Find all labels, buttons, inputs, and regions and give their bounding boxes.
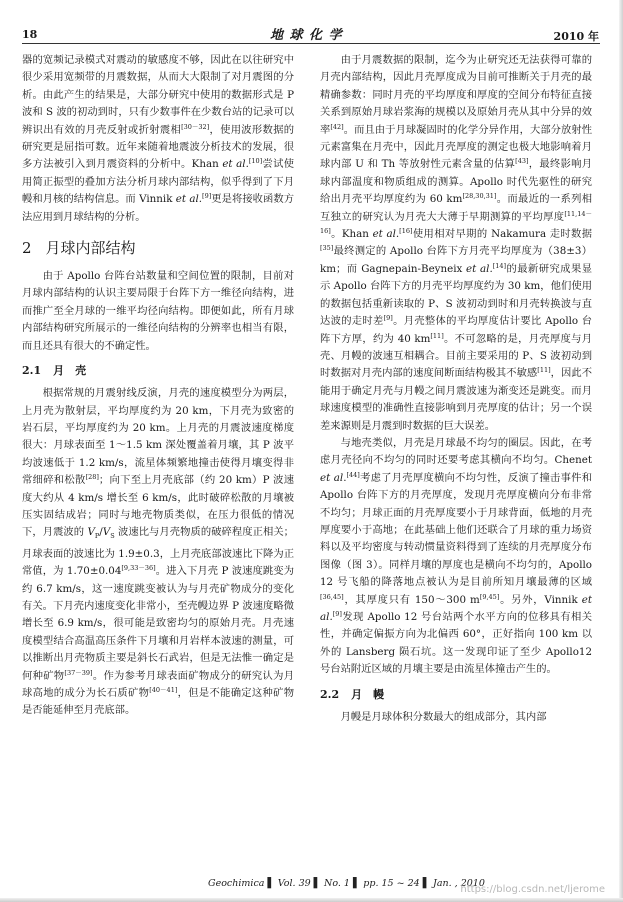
citation: [14] (492, 261, 507, 270)
citation: [9] (383, 314, 393, 323)
citation: [28,30,31] (462, 192, 497, 201)
citation: [30－32] (181, 122, 210, 131)
watermark-url: https://blog.csdn.net/ljerome (460, 884, 605, 895)
citation: [42] (330, 122, 344, 131)
citation: [9] (332, 610, 342, 618)
header-year: 2010 年 (553, 30, 599, 43)
section-heading: 2 月球内部结构 (22, 239, 136, 258)
citation: [40－41] (149, 686, 178, 695)
paragraph: 器的宽频记录模式对震动的敏感度不够，因此在以往研究中很少采用宽频带的月震数据，从而大大限制了对月震图的分析。由此产生的结果是，大部分研究中使用的数据形式是 P 波和 S 波的初动到时，只有少数事件在少数台站的记录可以辨识出有效的月壳反射或折射震相[30－32]，使用波形数据的研究更是屈指可数。近年来随着地震波分析技术的发展，很多方法被引入到月震资料的分析中。Khan et al.[10]尝试使用简正振型的叠加方法分析月球内部结构，似乎得到了下月幔和月核的结构信息。而 Vinnik et al.[9]更是将接收函数方法应用到月球结构的分析。 (22, 54, 295, 223)
page-shadow-bottom (0, 898, 623, 902)
paragraph: 由于月震数据的限制，迄今为止研究还无法获得可靠的月壳内部结构，因此月壳厚度成为目前可推断关于月壳的最精确参数：同时月壳的平均厚度和厚度的空间分布特征直接关系到原始月球岩浆海的规模以及原始月壳从其中分异的效率[42]。而且由于月球凝固时的化学分异作用，大部分放射性元素富集在月壳中，因此月壳厚度的测定也极大地影响着月球内部 U 和 Th 等放射性元素含量的估算[43]，最终影响月球内部温度和物质组成的测算。Apollo 时代先驱性的研究给出月壳平均厚度约为 60 km[28,30,31]。而最近的一系列相互独立的研究认为月壳大大薄于早期测算的平均厚度[11,14－16]。Khan et al.[16]使用相对早期的 Nakamura 走时数据[35]最终测定的 Apollo 台阵下方月壳平均厚度为（38±3）km；而 Gagnepain-Beyneix et al.[14]的最新研究成果显示 Apollo 台阵下方的月壳平均厚度约为 30 km，他们使用的数据包括重新读取的 P、S 波初动到时和月壳转换波与直达波的走时差[9]。月壳整体的平均厚度估计要比 Apollo 台阵下方厚，约为 40 km[11]。不可忽略的是，月壳厚度与月壳、月幔的波速互相耦合。目前主要采用的 P、S 波初动到时数据对月壳内部的速度间断面结构极其不敏感[11]，因此不能用于确定月壳与月幔之间月震波速为渐变还是跳变。而月球速度模型的准确性直接影响到月壳厚度的估计；另一个误差来源则是月震到时数据的巨大误差。 (320, 54, 593, 432)
subsection-heading: 2.2 月 幔 (320, 687, 385, 701)
paragraph: 根据常规的月震射线反演，月壳的速度模型分为两层，上月壳为散射层，平均厚度约为 20 km，下月壳为致密的岩石层，平均厚度约为 20 km。上月壳的月震波速度梯度很大：月球表面至 1～1.5 km 深处覆盖着月壤，其 P 波平均波速低于 1.2 km/s，流星体频繁地撞击使得月壤变得非常细碎和松散[28]；向下至上月壳底部（约 20 km）P 波速度大约从 4 km/s 增长至 6 km/s，此时破碎松散的月壤被压实固结成岩；同时与地壳物质类似，在压力很低的情况下，月震波的 $V_P/V_S$ 波速比与月壳物质的破碎程度正相关；月球表面的波速比为 1.9±0.3，上月壳底部波速比下降为正常值，为 1.70±0.04[9,33－36]。进入下月壳 P 波速度跳变为约 6.7 km/s，这一速度跳变被认为与月壳矿物成分的变化有关。下月壳内速度变化非常小，至壳幔边界 P 波速度略微增长至 6.9 km/s，很可能是致密均匀的原始月壳。月壳速度模型结合高温高压条件下月壤和月岩样本波速的测量，可以推断出月壳物质主要是斜长石武岩，但是无法惟一确定是何种矿物[37－39]。作为参考月球表面矿物成分的研究认为月球高地的成分为长石质矿物[40－41]，但是不能确定这种矿物是否能延伸至月壳底部。 (22, 387, 295, 717)
paragraph: 月幔是月球体积分数最大的组成部分，其内部 (340, 710, 547, 723)
citation: [44] (346, 470, 360, 479)
citation: [9,45] (479, 592, 500, 601)
citation: [36,45] (320, 592, 344, 601)
citation: [9] (202, 192, 212, 201)
citation: [28] (85, 473, 99, 482)
citation: [11] (537, 366, 551, 375)
citation: [37－39] (64, 668, 93, 677)
page-number: 18 (22, 28, 38, 41)
citation: [35] (320, 244, 334, 253)
header-rule (22, 43, 600, 44)
journal-footer: Geochimica ▌ Vol. 39 ▌ No. 1 ▌ pp. 15 ~ 24 ▌ Jan. , 2010 (208, 878, 485, 889)
page-shadow-right (619, 0, 623, 902)
citation: [9,33－36] (121, 564, 156, 573)
citation: [11,14－16] (320, 209, 592, 236)
journal-title-header: 地 球 化 学 (270, 28, 343, 43)
citation: [11] (430, 331, 444, 340)
citation: [16] (399, 227, 413, 236)
paragraph: 与地壳类似，月壳是月球最不均匀的圈层。因此，在考虑月壳径向不均匀的同时还要考虑其横向不均匀。Chenet et al.[44]考虑了月壳厚度横向不均匀性，反演了撞击事件和 Apollo 台阵下方的月壳厚度，发现月壳厚度横向分布非常不均匀；月球正面的月壳厚度要小于月球背面，低地的月壳厚度要小于高地；在此基础上他们还联合了月球的重力场资料以及平均密度与转动惯量资料得到了连续的月壳厚度分布图像（图 3）。同样月壤的厚度也是横向不均匀的，Apollo 12 号飞船的降落地点被认为是目前所知月壤最薄的区域[36,45]，其厚度只有 150～300 m[9,45]。另外，Vinnik et al.[9]发现 Apollo 12 号台站两个水平方向的位移具有相关性，并确定偏振方向为北偏西 60°，正好指向 100 km 以外的 Lansberg 陨石坑。这一发现印证了至少 Apollo12 号台站附近区域的月壤主要是由流星体撞击产生的。 (320, 436, 593, 676)
right-column (320, 52, 592, 726)
citation: [43] (515, 157, 529, 166)
subsection-heading: 2.1 月 壳 (22, 364, 87, 378)
paragraph: 由于 Apollo 台阵台站数量和空间位置的限制，目前对月球内部结构的认识主要局限于台阵下方一维径向结构，进而推广至全月球的一维平均径向结构。即便如此，所有月球内部结构研究所展示的一维径向结构的分辨率也相当有限，而且还具有很大的不确定性。 (22, 270, 294, 352)
left-column (22, 52, 294, 720)
citation: [10] (248, 157, 263, 166)
